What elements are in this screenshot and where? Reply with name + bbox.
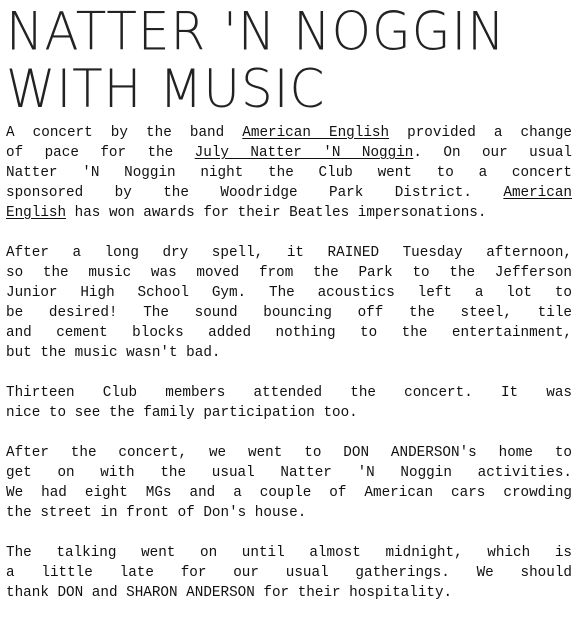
paragraph-line [6,123,572,143]
line-text: so the music was moved from the Park to the Jefferson [6,265,572,281]
paragraph-line [6,183,572,203]
line-text: After the concert, we went to DON ANDERSON's home to [6,445,572,461]
paragraph-line [6,163,572,183]
line-text: and cement blocks added nothing to the entertainment, [6,325,572,341]
paragraph-line [6,343,572,363]
line-text: sponsored by the Woodridge Park District. [6,185,504,201]
paragraph-line [6,403,572,423]
article-paragraph [6,443,572,523]
underlined-text: American [503,185,572,201]
line-text: but the music wasn't bad. [6,345,221,361]
paragraph-line [6,303,572,323]
paragraph-line [6,143,572,163]
paragraph-line [6,323,572,343]
line-text: of pace for the [6,145,195,161]
line-text: has won awards for their Beatles impersonations. [66,205,487,221]
underlined-text: July Natter 'N Noggin [194,145,414,161]
line-text: Junior High School Gym. The acoustics left a lot to [6,285,572,301]
headline-line-2: WITH MUSIC [6,58,326,120]
paragraph-line [6,383,572,403]
paragraph-line [6,503,572,523]
article-paragraph [6,243,572,363]
paragraph-line [6,483,572,503]
line-text: A concert by the band [6,125,243,141]
paragraph-line [6,263,572,283]
line-text: the street in front of Don's house. [6,505,307,521]
article-paragraph [6,123,572,223]
line-text: be desired! The sound bouncing off the steel, tile [6,305,572,321]
paragraph-line [6,283,572,303]
paragraph-line [6,203,572,223]
paragraph-line [6,463,572,483]
paragraph-line [6,543,572,563]
line-text: . On our usual [413,145,572,161]
article-headline [6,0,572,120]
line-text: The talking went on until almost midnight, which is [6,545,572,561]
line-text: nice to see the family participation too. [6,405,358,421]
newsletter-page [6,0,572,623]
paragraph-line [6,443,572,463]
article-body [6,123,572,603]
line-text: We had eight MGs and a couple of American cars crowding [6,485,572,501]
paragraph-line [6,243,572,263]
line-text: After a long dry spell, it RAINED Tuesday afternoon, [6,245,572,261]
article-paragraph [6,543,572,603]
line-text: Natter 'N Noggin night the Club went to a concert [6,165,572,181]
line-text: a little late for our usual gatherings. We should [6,565,572,581]
underlined-text: English [6,205,67,221]
underlined-text: American English [242,125,390,141]
article-paragraph [6,383,572,423]
line-text: provided a change [389,125,573,141]
line-text: Thirteen Club members attended the concert. It was [6,385,572,401]
paragraph-line [6,563,572,583]
paragraph-line [6,583,572,603]
headline-line-1: NATTER 'N NOGGIN [6,0,506,63]
line-text: get on with the usual Natter 'N Noggin activities. [6,465,572,481]
line-text: thank DON and SHARON ANDERSON for their hospitality. [6,585,453,601]
